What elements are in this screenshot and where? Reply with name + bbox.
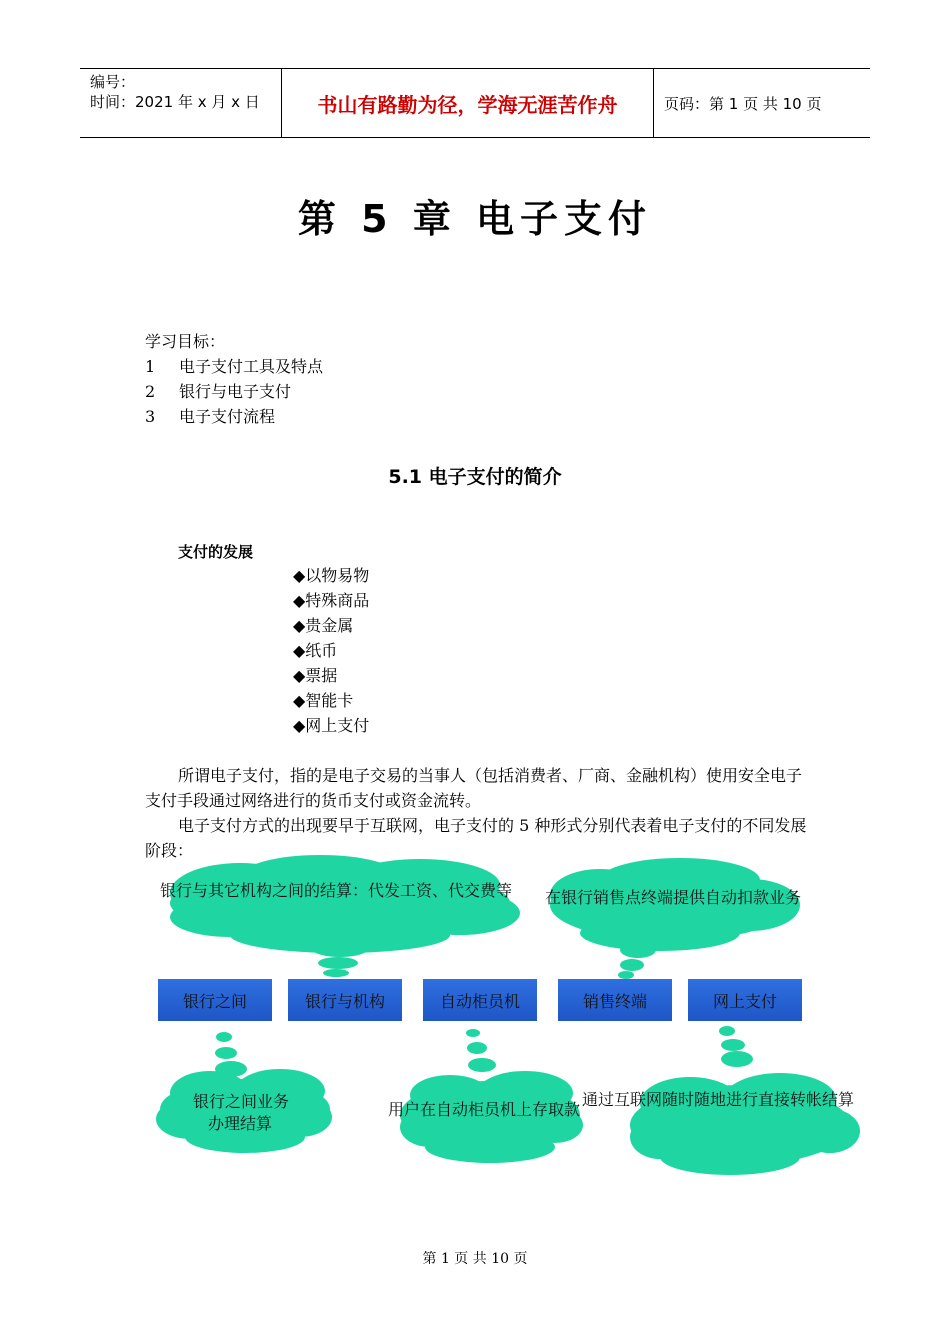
goal-item: 3 电子支付流程 [145, 407, 276, 426]
page-info: 页码：第 1 页 共 10 页 [664, 94, 822, 113]
learning-goals [145, 329, 323, 429]
bullet-item: ◆贵金属 [293, 616, 354, 635]
cloud-bottom-middle [400, 1029, 583, 1163]
number-label: 编号： [90, 73, 136, 91]
payment-diagram [0, 855, 950, 1185]
goal-item: 2 银行与电子支付 [145, 382, 292, 401]
cloud-text-bottom-right: 通过互联网随时随地进行直接转帐结算 [582, 1090, 855, 1109]
box-online-payment: 网上支付 [688, 979, 802, 1021]
bullet-item: ◆以物易物 [293, 566, 370, 585]
bullet-list [293, 563, 369, 738]
cloud-text-bottom-left-1: 银行之间业务 [193, 1092, 290, 1111]
cloud-text-bottom-middle: 用户在自动柜员机上存取款 [388, 1100, 581, 1119]
paragraph: 所谓电子支付，指的是电子交易的当事人（包括消费者、厂商、金融机构）使用安全电子支付手段通过网络进行的货币支付或资金流转。 [145, 766, 803, 810]
subsection-title: 支付的发展 [178, 543, 254, 561]
section-title: 5.1 电子支付的简介 [388, 466, 562, 488]
bullet-item: ◆特殊商品 [293, 591, 370, 610]
box-pos-terminal: 销售终端 [558, 979, 672, 1021]
box-between-banks: 银行之间 [158, 979, 272, 1021]
page-header [80, 68, 870, 138]
bullet-item: ◆网上支付 [293, 716, 370, 735]
goals-heading: 学习目标： [145, 332, 226, 351]
box-bank-and-institution: 银行与机构 [288, 979, 402, 1021]
cloud-top-left [170, 855, 520, 977]
chapter-title: 第 5 章 电子支付 [297, 197, 653, 241]
cloud-text-top-right: 在银行销售点终端提供自动扣款业务 [545, 888, 802, 907]
cloud-top-right [550, 858, 800, 979]
cloud-text-bottom-left-2: 办理结算 [208, 1114, 273, 1133]
motto: 书山有路勤为径，学海无涯苦作舟 [282, 69, 654, 137]
time-label: 时间：2021 年 x 月 x 日 [90, 93, 260, 111]
bullet-item: ◆票据 [293, 666, 338, 685]
cloud-text-top-left: 银行与其它机构之间的结算：代发工资、代交费等 [160, 881, 513, 900]
box-atm: 自动柜员机 [423, 979, 537, 1021]
paragraph: 电子支付方式的出现要早于互联网，电子支付的 5 种形式分别代表着电子支付的不同发展阶段： [145, 816, 807, 860]
goal-item: 1 电子支付工具及特点 [145, 357, 324, 376]
bullet-item: ◆智能卡 [293, 691, 354, 710]
page-footer: 第 1 页 共 10 页 [422, 1251, 528, 1267]
bullet-item: ◆纸币 [293, 641, 338, 660]
header-meta-cell [80, 69, 282, 137]
